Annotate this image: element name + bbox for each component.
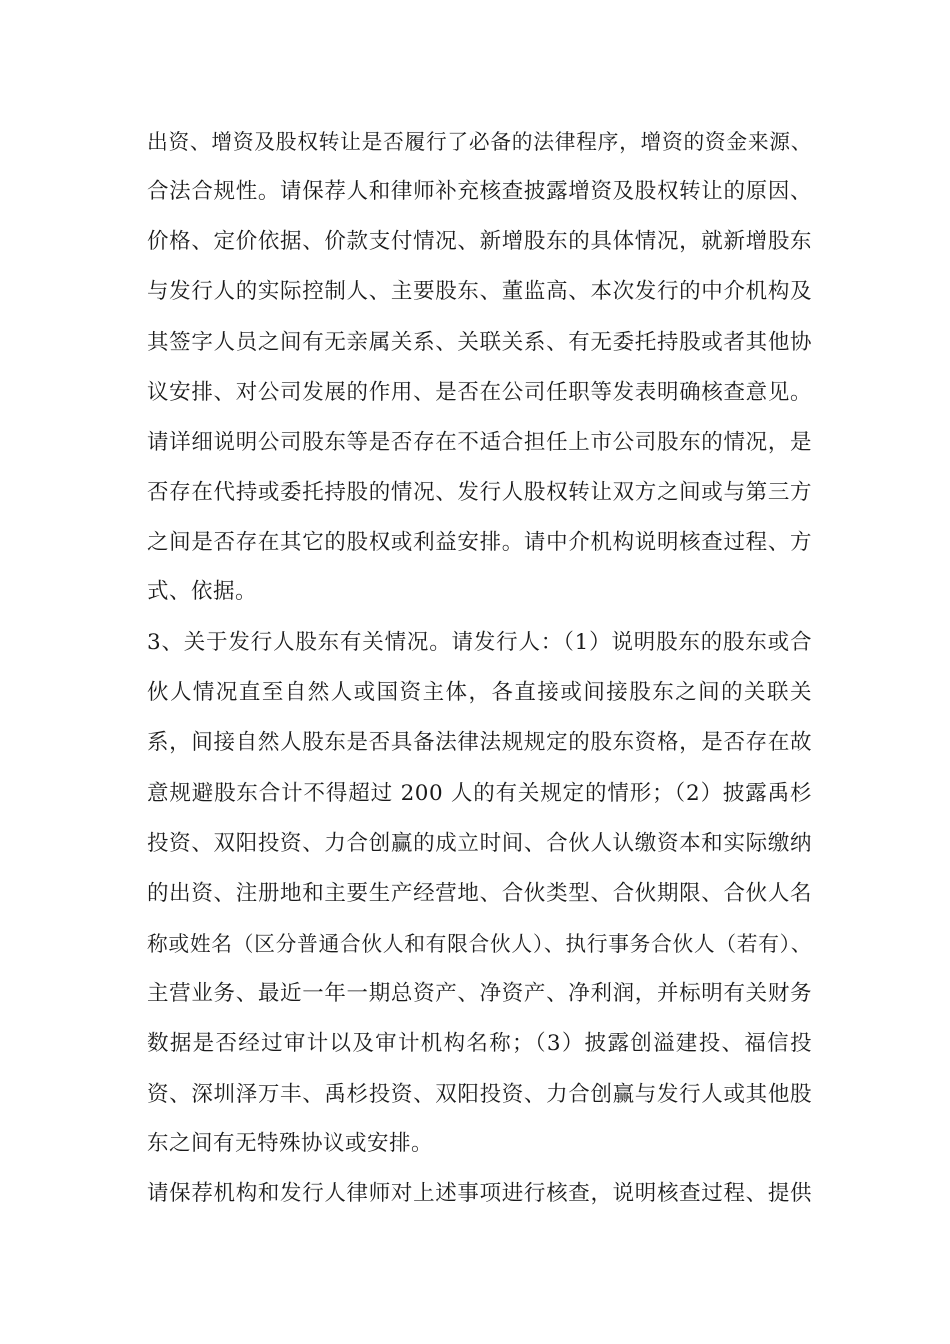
text-line-20: 资、深圳泽万丰、禹杉投资、双阳投资、力合创赢与发行人或其他股: [147, 1082, 812, 1107]
text-line-5: 其签字人员之间有无亲属关系、关联关系、有无委托持股或者其他协: [147, 330, 812, 355]
text-line-8: 否存在代持或委托持股的情况、发行人股权转让双方之间或与第三方: [147, 480, 812, 505]
text-line-2: 合法合规性。请保荐人和律师补充核查披露增资及股权转让的原因、: [147, 179, 812, 204]
text-line-14: 意规避股东合计不得超过 200 人的有关规定的情形；（2）披露禹杉: [147, 781, 812, 806]
text-line-18: 主营业务、最近一年一期总资产、净资产、净利润，并标明有关财务: [147, 981, 812, 1006]
text-line-1: 出资、增资及股权转让是否履行了必备的法律程序，增资的资金来源、: [147, 130, 812, 154]
text-line-12: 伙人情况直至自然人或国资主体，各直接或间接股东之间的关联关: [147, 680, 812, 705]
text-line-21: 东之间有无特殊协议或安排。: [147, 1131, 434, 1156]
text-line-19: 数据是否经过审计以及审计机构名称；（3）披露创溢建投、福信投: [147, 1031, 812, 1056]
text-line-22: 请保荐机构和发行人律师对上述事项进行核查，说明核查过程、提供: [147, 1181, 812, 1206]
text-line-17: 称或姓名（区分普通合伙人和有限合伙人）、执行事务合伙人（若有）、: [147, 932, 812, 956]
text-line-15: 投资、双阳投资、力合创赢的成立时间、合伙人认缴资本和实际缴纳: [147, 831, 812, 856]
text-line-16: 的出资、注册地和主要生产经营地、合伙类型、合伙期限、合伙人名: [147, 881, 812, 906]
text-line-4: 与发行人的实际控制人、主要股东、董监高、本次发行的中介机构及: [147, 279, 812, 304]
text-line-9: 之间是否存在其它的股权或利益安排。请中介机构说明核查过程、方: [147, 530, 812, 555]
text-line-11: 3、关于发行人股东有关情况。请发行人：（1）说明股东的股东或合: [147, 630, 812, 655]
text-line-13: 系，间接自然人股东是否具备法律法规规定的股东资格，是否存在故: [147, 730, 812, 755]
text-line-10: 式、依据。: [147, 579, 258, 604]
text-line-3: 价格、定价依据、价款支付情况、新增股东的具体情况，就新增股东: [147, 229, 812, 254]
text-line-6: 议安排、对公司发展的作用、是否在公司任职等发表明确核查意见。: [147, 380, 812, 405]
text-line-7: 请详细说明公司股东等是否存在不适合担任上市公司股东的情况，是: [147, 430, 812, 455]
